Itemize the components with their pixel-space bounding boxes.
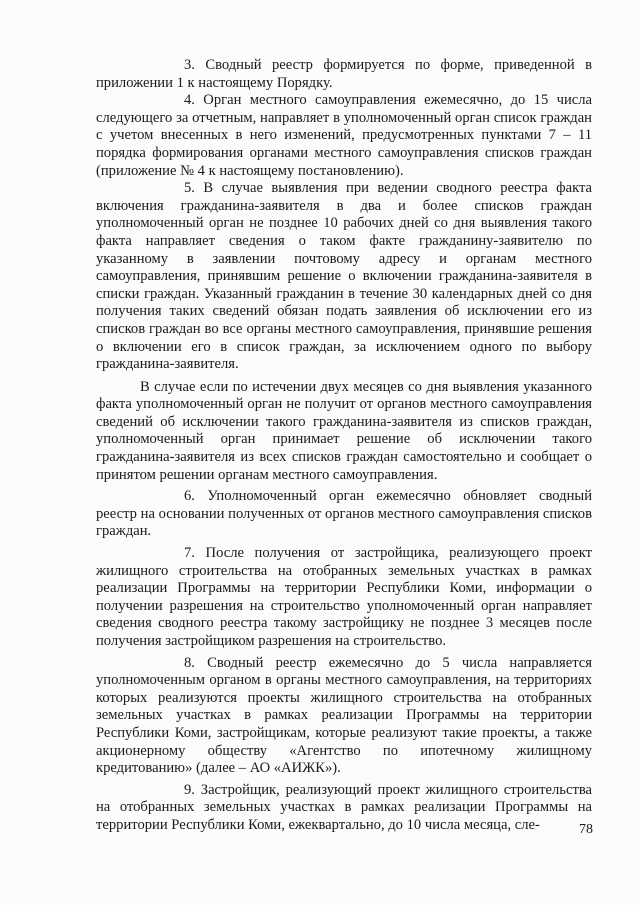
paragraph-text: В случае выявления при ведении сводного реестра факта включения гражданина-заявителя в два и более списков граждан уполномоченный орган не позднее 10 рабочих дней со дня выявления такого факта направляет сведения о таком факте гражданину-заявителю по указанному в заявлении почтовому адресу и органам местного самоуправления, принявшим решение о включении гражданина-заявителя в списки граждан. Указанный гражданин в течение 30 календарных дней со дня получения таких сведений обязан подать заявления об исключении его из списков граждан во все органы местного самоуправления, принявшие решения о включении его в список граждан, за исключением одного по выбору гражданина-заявителя. (96, 180, 593, 373)
document-body (96, 57, 592, 835)
paragraph-number: 7. (184, 545, 195, 562)
paragraph-number: 8. (184, 654, 195, 671)
paragraph-text: В случае если по истечении двух месяцев со дня выявления указанного факта уполномоченный орган не получит от органов местного самоуправления сведений об исключении такого гражданина-заявителя из списков граждан, уполномоченный орган принимает решение об исключении такого гражданина-заявителя из всех списков граждан самостоятельно и сообщает о принятом решении органам местного самоуправления. (96, 378, 592, 483)
paragraph-number: 3. (184, 57, 195, 73)
page-number: 78 (579, 822, 593, 837)
paragraph-number: 9. (184, 781, 195, 798)
paragraph-text: Уполномоченный орган ежемесячно обновляет сводный реестр на основании полученных от органов местного самоуправления списков граждан. (96, 488, 593, 540)
paragraph-number: 5. (184, 180, 195, 197)
paragraph-9 (96, 782, 592, 835)
paragraph-6 (96, 488, 592, 541)
paragraph-text: После получения от застройщика, реализующего проект жилищного строительства на отобранных земельных участках в рамках реализации Программы на территории Республики Коми, информации о получении разрешения на строительство уполномоченный орган направляет сведения сводного реестра такому застройщику не позднее 3 месяцев после получения застройщиком разрешения на строительство. (96, 545, 592, 649)
paragraph-number: 4. (184, 92, 195, 109)
paragraph-text: Орган местного самоуправления ежемесячно, до 15 числа следующего за отчетным, направляет в уполномоченный орган список граждан с учетом внесенных в него изменений, предусмотренных пунктами 7 – 11 порядка формирования органами местного самоуправления списков граждан (приложение № 4 к настоящему постановлению). (96, 92, 592, 179)
paragraph-3 (96, 57, 592, 92)
paragraph-7 (96, 545, 592, 651)
paragraph-text: Сводный реестр формируется по форме, приведенной в приложении 1 к настоящему Порядку. (96, 57, 592, 91)
paragraph-text: Сводный реестр ежемесячно до 5 числа направляется уполномоченным органом в органы местного самоуправления, на территориях которых реализуются проекты жилищного строительства на отобранных земельных участках в рамках реализации Программы на территории Республики Коми, застройщикам, которые реализуют такие проекты, а также акционерному обществу «Агентство по ипотечному жилищному кредитованию» (далее – АО «АИЖК»). (96, 654, 592, 777)
paragraph-5 (96, 180, 592, 374)
paragraph-4 (96, 92, 592, 180)
paragraph-text: Застройщик, реализующий проект жилищного строительства на отобранных земельных участках в рамках реализации Программы на территории Республики Коми, ежеквартально, до 10 числа месяца, сле- (96, 781, 592, 833)
paragraph-5-continuation (96, 379, 592, 485)
paragraph-8 (96, 655, 592, 778)
paragraph-number: 6. (184, 488, 195, 505)
